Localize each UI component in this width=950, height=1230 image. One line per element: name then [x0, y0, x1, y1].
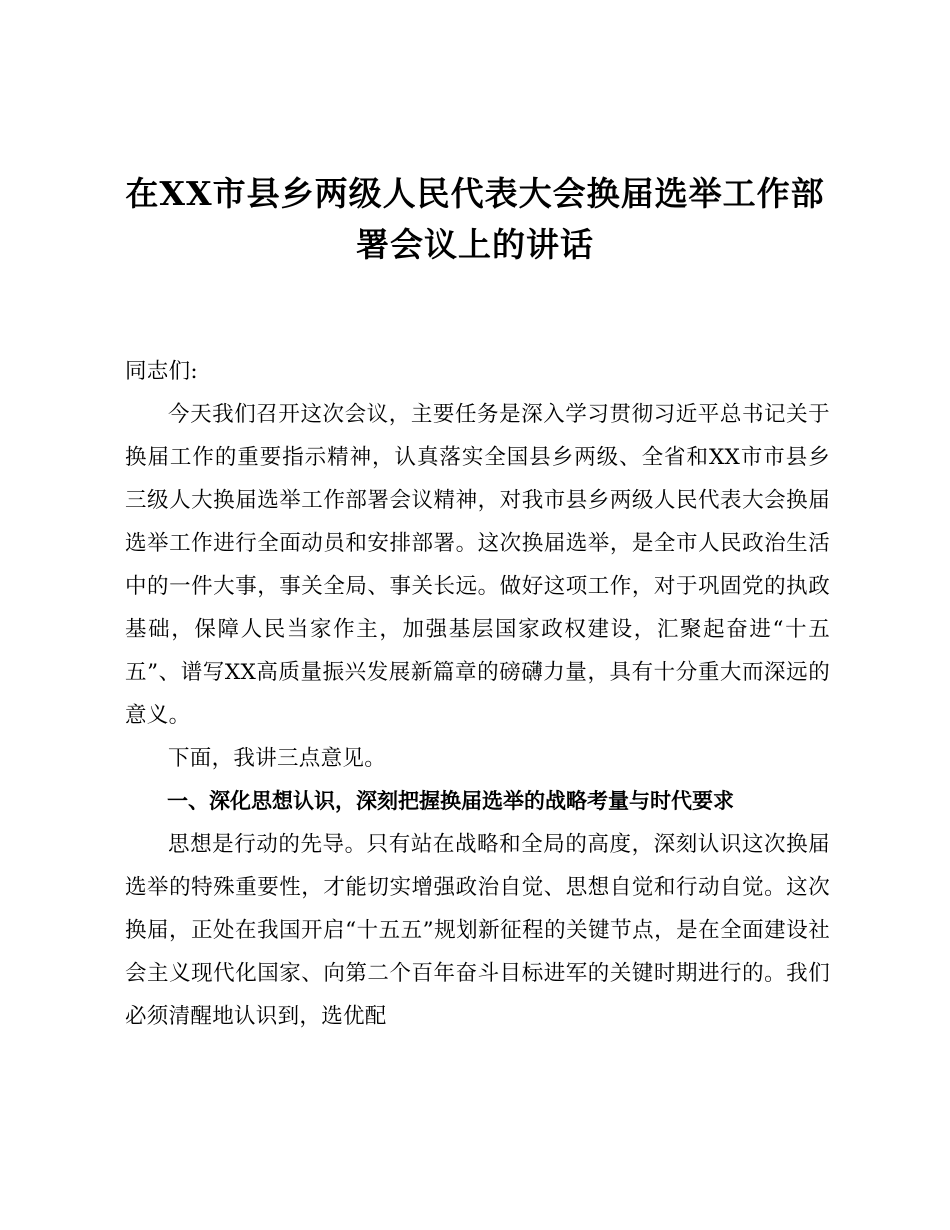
title-line-2: 署会议上的讲话: [356, 225, 594, 264]
salutation: 同志们:: [125, 359, 198, 384]
title-line-1: 在XX市县乡两级人民代表大会换届选举工作部: [125, 174, 825, 213]
paragraph-3: 思想是行动的先导。只有站在战略和全局的高度，深刻认识这次换届选举的特殊重要性，才能切实增强政治自觉、思想自觉和行动自觉。这次换届，正处在我国开启“十五五”规划新征程的关键节点，是在全面建设社会主义现代化国家、向第二个百年奋斗目标进军的关键时期进行的。我们必须清醒地认识到，选优配: [125, 832, 830, 1029]
paragraph-1: 今天我们召开这次会议，主要任务是深入学习贯彻习近平总书记关于换届工作的重要指示精神，认真落实全国县乡两级、全省和XX市市县乡三级人大换届选举工作部署会议精神，对我市县乡两级人民代表大会换届选举工作进行全面动员和安排部署。这次换届选举，是全市人民政治生活中的一件大事，事关全局、事关长远。做好这项工作，对于巩固党的执政基础，保障人民当家作主，加强基层国家政权建设，汇聚起奋进“十五五”、谱写XX高质量振兴发展新篇章的磅礴力量，具有十分重大而深远的意义。: [125, 402, 830, 728]
document-title: [110, 168, 840, 270]
paragraph-2: 下面，我讲三点意见。: [168, 746, 387, 771]
document-body: [125, 350, 830, 1038]
section-heading-1: 一、深化思想认识，深刻把握换届选举的战略考量与时代要求: [167, 789, 734, 813]
